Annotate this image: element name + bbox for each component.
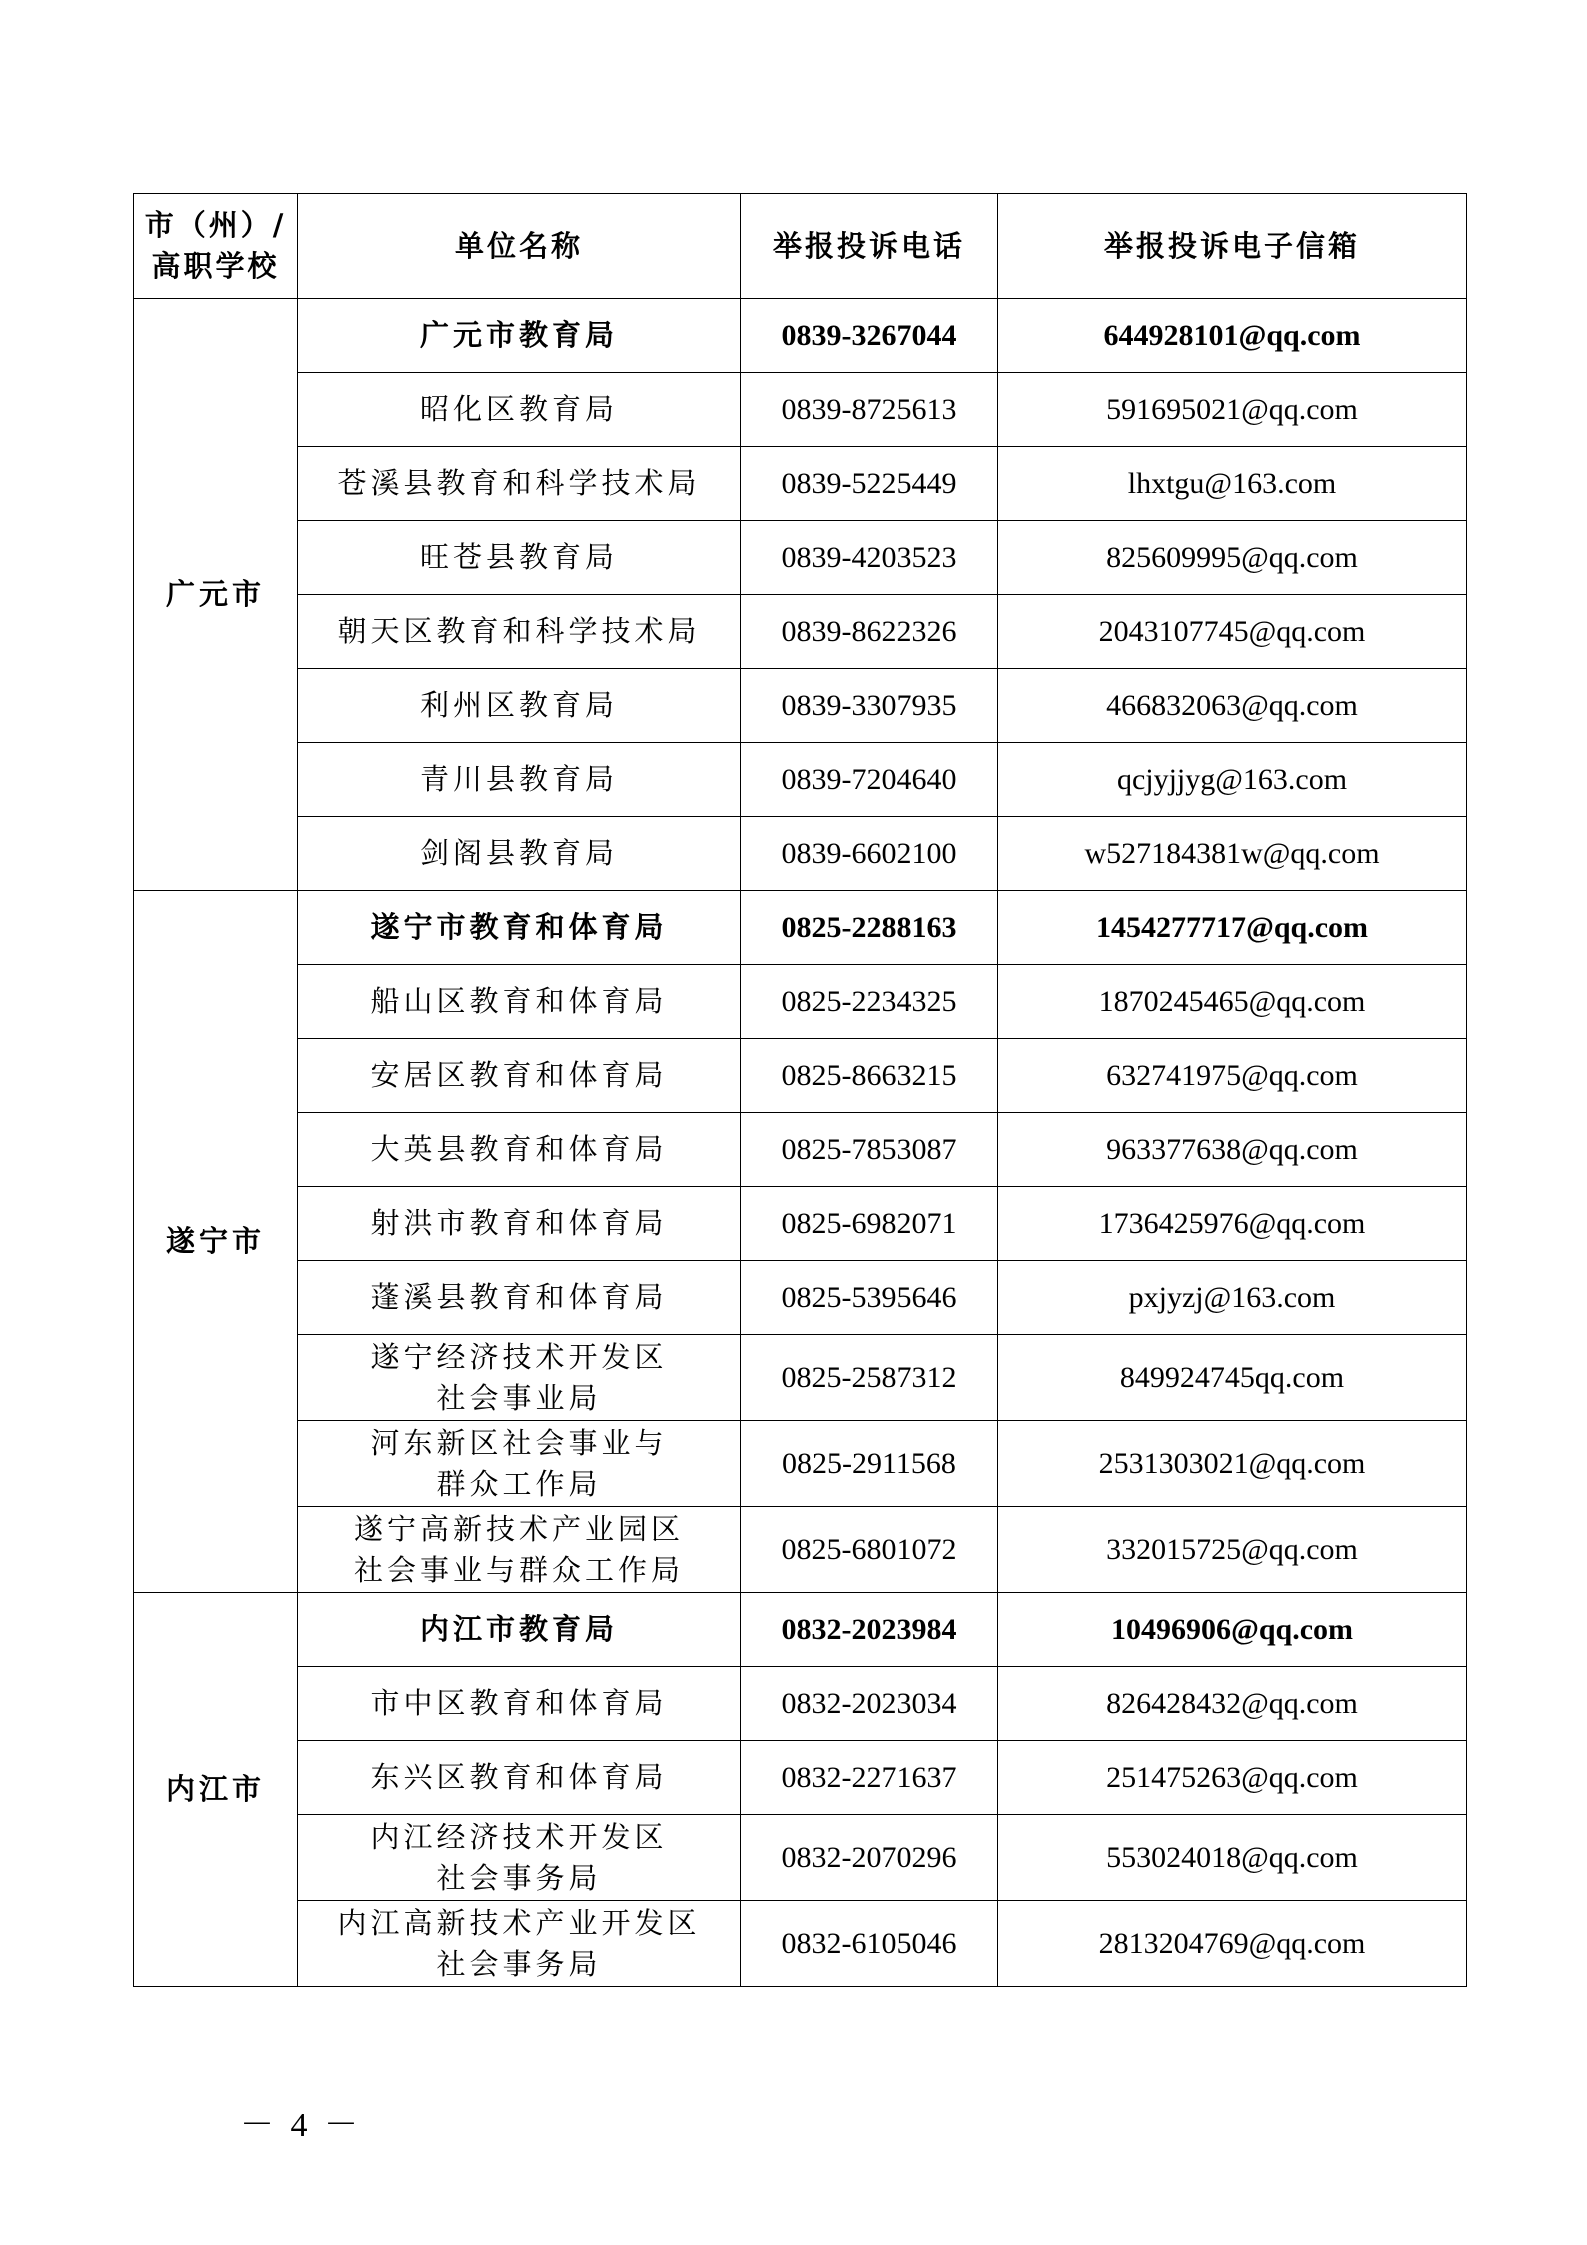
phone-cell xyxy=(741,521,998,595)
phone-cell xyxy=(741,891,998,965)
region-cell xyxy=(134,891,298,1593)
email-address: 1454277717@qq.com xyxy=(1095,910,1369,944)
email-address: 466832063@qq.com xyxy=(1106,688,1358,722)
unit-cell xyxy=(298,1039,741,1113)
table-row xyxy=(134,1421,1467,1507)
unit-cell xyxy=(298,1593,741,1667)
unit-name: 社会事务局 xyxy=(436,1946,602,1981)
unit-name: 遂宁市教育和体育局 xyxy=(370,910,668,944)
unit-name: 内江经济技术开发区 xyxy=(370,1819,668,1854)
email-address: 1736425976@qq.com xyxy=(1098,1206,1366,1240)
phone-cell xyxy=(741,1335,998,1421)
unit-name: 剑阁县教育局 xyxy=(419,836,618,870)
email-cell xyxy=(998,891,1467,965)
table-row xyxy=(134,1741,1467,1815)
unit-name: 旺苍县教育局 xyxy=(419,540,618,574)
phone-cell xyxy=(741,1113,998,1187)
phone-cell xyxy=(741,965,998,1039)
phone-number: 0839-8622326 xyxy=(781,614,957,648)
phone-number: 0839-8725613 xyxy=(781,392,957,426)
phone-number: 0825-6801072 xyxy=(781,1532,957,1566)
unit-cell xyxy=(298,521,741,595)
phone-number: 0825-2587312 xyxy=(781,1360,957,1394)
email-address: qcjyjjyg@163.com xyxy=(1116,762,1348,796)
phone-number: 0825-8663215 xyxy=(781,1058,957,1092)
unit-name: 社会事业局 xyxy=(436,1380,602,1415)
email-cell xyxy=(998,965,1467,1039)
email-address: w527184381w@qq.com xyxy=(1084,836,1380,870)
email-address: 825609995@qq.com xyxy=(1106,540,1358,574)
email-cell xyxy=(998,1741,1467,1815)
table-row xyxy=(134,521,1467,595)
table-row xyxy=(134,1039,1467,1113)
region-name: 广元市 xyxy=(165,577,265,611)
region-name: 遂宁市 xyxy=(165,1224,265,1258)
table-row xyxy=(134,299,1467,373)
phone-number: 0825-7853087 xyxy=(781,1132,957,1166)
phone-cell xyxy=(741,373,998,447)
email-cell xyxy=(998,817,1467,891)
table-row xyxy=(134,447,1467,521)
table-row xyxy=(134,965,1467,1039)
unit-cell xyxy=(298,1113,741,1187)
unit-cell xyxy=(298,1901,741,1987)
email-cell xyxy=(998,669,1467,743)
unit-cell xyxy=(298,1741,741,1815)
table-row xyxy=(134,1901,1467,1987)
email-cell xyxy=(998,1039,1467,1113)
email-address: 10496906@qq.com xyxy=(1110,1612,1354,1646)
phone-cell xyxy=(741,1507,998,1593)
email-cell xyxy=(998,1507,1467,1593)
email-address: pxjyzj@163.com xyxy=(1128,1280,1336,1314)
phone-cell xyxy=(741,1421,998,1507)
region-cell xyxy=(134,1593,298,1987)
unit-name: 遂宁高新技术产业园区 xyxy=(353,1511,684,1546)
region-cell xyxy=(134,299,298,891)
email-address: 963377638@qq.com xyxy=(1106,1132,1358,1166)
phone-number: 0825-5395646 xyxy=(781,1280,957,1314)
phone-number: 0825-6982071 xyxy=(781,1206,957,1240)
unit-name: 东兴区教育和体育局 xyxy=(370,1760,668,1794)
phone-number: 0832-2023034 xyxy=(781,1686,957,1720)
table-row xyxy=(134,743,1467,817)
email-address: 1870245465@qq.com xyxy=(1098,984,1366,1018)
email-address: 2531303021@qq.com xyxy=(1098,1446,1366,1480)
phone-cell xyxy=(741,1187,998,1261)
table-row xyxy=(134,669,1467,743)
unit-name: 苍溪县教育和科学技术局 xyxy=(337,466,701,500)
email-address: 553024018@qq.com xyxy=(1106,1840,1358,1874)
email-cell xyxy=(998,521,1467,595)
unit-cell xyxy=(298,373,741,447)
phone-cell xyxy=(741,817,998,891)
unit-cell xyxy=(298,1261,741,1335)
email-address: 251475263@qq.com xyxy=(1106,1760,1358,1794)
email-cell xyxy=(998,1421,1467,1507)
email-cell xyxy=(998,1901,1467,1987)
table-body xyxy=(134,299,1467,1987)
email-cell xyxy=(998,1593,1467,1667)
unit-name: 河东新区社会事业与 xyxy=(370,1425,668,1460)
unit-name: 蓬溪县教育和体育局 xyxy=(370,1280,668,1314)
unit-name: 青川县教育局 xyxy=(419,762,618,796)
unit-name: 大英县教育和体育局 xyxy=(370,1132,668,1166)
page-number: － 4 － xyxy=(240,2107,362,2144)
table-row xyxy=(134,1187,1467,1261)
phone-cell xyxy=(741,447,998,521)
table-row xyxy=(134,1335,1467,1421)
table-row xyxy=(134,1507,1467,1593)
phone-cell xyxy=(741,1815,998,1901)
header-phone xyxy=(741,194,998,299)
phone-number: 0839-7204640 xyxy=(781,762,957,796)
email-address: 826428432@qq.com xyxy=(1106,1686,1358,1720)
table-header-row xyxy=(134,194,1467,299)
phone-cell xyxy=(741,669,998,743)
email-address: 2043107745@qq.com xyxy=(1098,614,1366,648)
email-cell xyxy=(998,1335,1467,1421)
phone-cell xyxy=(741,1741,998,1815)
email-cell xyxy=(998,595,1467,669)
table-row xyxy=(134,891,1467,965)
unit-name: 昭化区教育局 xyxy=(419,392,618,426)
unit-name: 利州区教育局 xyxy=(419,688,618,722)
email-cell xyxy=(998,447,1467,521)
table-row xyxy=(134,595,1467,669)
phone-number: 0832-2271637 xyxy=(781,1760,957,1794)
unit-name: 内江高新技术产业开发区 xyxy=(337,1905,701,1940)
phone-cell xyxy=(741,1667,998,1741)
unit-cell xyxy=(298,1815,741,1901)
phone-number: 0839-3267044 xyxy=(781,318,957,352)
region-name: 内江市 xyxy=(165,1772,265,1806)
email-cell xyxy=(998,1815,1467,1901)
email-cell xyxy=(998,743,1467,817)
unit-cell xyxy=(298,1187,741,1261)
unit-name: 船山区教育和体育局 xyxy=(370,984,668,1018)
unit-name: 市中区教育和体育局 xyxy=(370,1686,668,1720)
phone-number: 0825-2234325 xyxy=(781,984,957,1018)
table-row xyxy=(134,817,1467,891)
header-unit-label: 单位名称 xyxy=(454,228,583,263)
phone-cell xyxy=(741,1039,998,1113)
email-address: 644928101@qq.com xyxy=(1103,318,1361,352)
unit-name: 群众工作局 xyxy=(436,1466,602,1501)
header-email-label: 举报投诉电子信箱 xyxy=(1103,228,1360,263)
unit-name: 社会事业与群众工作局 xyxy=(353,1552,684,1587)
table-row xyxy=(134,373,1467,447)
phone-number: 0825-2911568 xyxy=(782,1446,956,1480)
table-row xyxy=(134,1593,1467,1667)
phone-number: 0839-5225449 xyxy=(781,466,957,500)
header-region xyxy=(134,194,298,299)
phone-cell xyxy=(741,743,998,817)
unit-name: 广元市教育局 xyxy=(419,318,618,352)
email-address: 332015725@qq.com xyxy=(1106,1532,1358,1566)
header-unit xyxy=(298,194,741,299)
table-row xyxy=(134,1261,1467,1335)
unit-name: 朝天区教育和科学技术局 xyxy=(337,614,701,648)
phone-number: 0832-2070296 xyxy=(781,1840,957,1874)
email-cell xyxy=(998,373,1467,447)
unit-cell xyxy=(298,595,741,669)
phone-cell xyxy=(741,299,998,373)
unit-name: 安居区教育和体育局 xyxy=(370,1058,668,1092)
unit-name: 射洪市教育和体育局 xyxy=(370,1206,668,1240)
header-region-line: 高职学校 xyxy=(151,249,280,283)
email-cell xyxy=(998,1261,1467,1335)
unit-cell xyxy=(298,1421,741,1507)
table-row xyxy=(134,1667,1467,1741)
unit-cell xyxy=(298,743,741,817)
email-address: 2813204769@qq.com xyxy=(1098,1926,1366,1960)
email-address: lhxtgu@163.com xyxy=(1127,466,1337,500)
header-email xyxy=(998,194,1467,299)
phone-number: 0839-4203523 xyxy=(781,540,957,574)
unit-cell xyxy=(298,299,741,373)
unit-cell xyxy=(298,1335,741,1421)
table-row xyxy=(134,1815,1467,1901)
unit-cell xyxy=(298,1507,741,1593)
email-address: 591695021@qq.com xyxy=(1106,392,1358,426)
phone-number: 0825-2288163 xyxy=(781,910,957,944)
email-cell xyxy=(998,299,1467,373)
unit-name: 社会事务局 xyxy=(436,1860,602,1895)
phone-cell xyxy=(741,1261,998,1335)
phone-cell xyxy=(741,595,998,669)
unit-name: 遂宁经济技术开发区 xyxy=(370,1339,668,1374)
unit-cell xyxy=(298,891,741,965)
email-cell xyxy=(998,1667,1467,1741)
table-row xyxy=(134,1113,1467,1187)
phone-number: 0832-6105046 xyxy=(781,1926,957,1960)
unit-name: 内江市教育局 xyxy=(419,1612,618,1646)
unit-cell xyxy=(298,447,741,521)
phone-cell xyxy=(741,1593,998,1667)
phone-number: 0839-6602100 xyxy=(781,836,957,870)
header-region-line: 市（州）/ xyxy=(144,208,287,242)
email-cell xyxy=(998,1113,1467,1187)
contact-table xyxy=(133,193,1467,1987)
header-phone-label: 举报投诉电话 xyxy=(772,228,965,263)
email-address: 632741975@qq.com xyxy=(1106,1058,1358,1092)
email-cell xyxy=(998,1187,1467,1261)
phone-cell xyxy=(741,1901,998,1987)
unit-cell xyxy=(298,965,741,1039)
email-address: 849924745qq.com xyxy=(1119,1360,1345,1394)
unit-cell xyxy=(298,817,741,891)
unit-cell xyxy=(298,1667,741,1741)
phone-number: 0832-2023984 xyxy=(781,1612,957,1646)
unit-cell xyxy=(298,669,741,743)
phone-number: 0839-3307935 xyxy=(781,688,957,722)
